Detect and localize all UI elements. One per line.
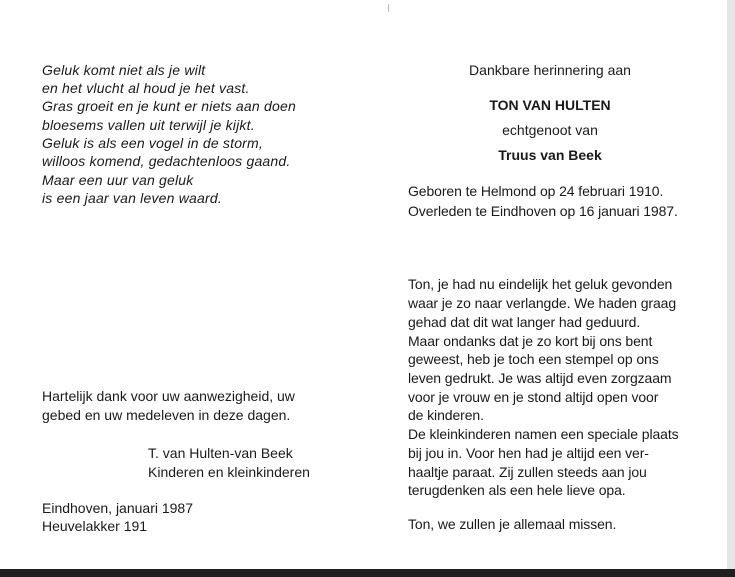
address-line: Heuvelakker 191 bbox=[42, 518, 148, 534]
tribute-line: Ton, je had nu eindelijk het geluk gevonden bbox=[408, 276, 673, 292]
death-line: Overleden te Eindhoven op 16 januari 1987. bbox=[408, 203, 678, 219]
scan-edge-bottom bbox=[0, 569, 735, 577]
spouse-name: Truus van Beek bbox=[498, 147, 602, 163]
poem-line: en het vlucht al houd je het vast. bbox=[42, 80, 250, 96]
poem-line: Maar een uur van geluk bbox=[42, 172, 194, 188]
thanks-line: Hartelijk dank voor uw aanwezigheid, uw bbox=[42, 388, 295, 404]
poem-line: Geluk is als een vogel in de storm, bbox=[42, 135, 263, 151]
tribute-line: waar je zo naar verlangde. We haden graag bbox=[408, 295, 677, 311]
tribute-line: leven gedrukt. Je was altijd even zorgzaam bbox=[408, 370, 672, 386]
poem-line: Gras groeit en je kunt er niets aan doen bbox=[42, 98, 296, 114]
intro-text: Dankbare herinnering aan bbox=[469, 62, 631, 78]
thanks-line: gebed en uw medeleven in deze dagen. bbox=[42, 407, 291, 423]
signature-line: T. van Hulten-van Beek bbox=[148, 445, 293, 461]
birth-line: Geboren te Helmond op 24 februari 1910. bbox=[408, 183, 664, 199]
poem-line: Geluk komt niet als je wilt bbox=[42, 62, 206, 78]
tribute-line: haaltje paraat. Zij zullen steeds aan jou bbox=[408, 464, 647, 480]
tribute-line: bij jou in. Voor hen had je altijd een ver- bbox=[408, 445, 649, 461]
tribute-line: Maar ondanks dat je zo kort bij ons bent bbox=[408, 333, 653, 349]
poem-line: willoos komend, gedachtenloos gaand. bbox=[42, 153, 291, 169]
fold-mark bbox=[388, 4, 389, 12]
poem-line: is een jaar van leven waard. bbox=[42, 190, 222, 206]
poem-line: bloesems vallen uit terwijl je kijkt. bbox=[42, 117, 255, 133]
closing-line: Ton, we zullen je allemaal missen. bbox=[408, 516, 617, 532]
deceased-name: TON VAN HULTEN bbox=[489, 97, 611, 113]
tribute-line: voor je vrouw en je stond altijd open voor bbox=[408, 389, 659, 405]
tribute-line: geweest, heb je toch een stempel op ons bbox=[408, 351, 659, 367]
tribute-line: terugdenken als een hele lieve opa. bbox=[408, 482, 626, 498]
tribute-line: De kleinkinderen namen een speciale plaats bbox=[408, 426, 679, 442]
tribute-line: gehad dat dit wat langer had geduurd. bbox=[408, 314, 641, 330]
signature-line: Kinderen en kleinkinderen bbox=[148, 464, 310, 480]
tribute-line: de kinderen. bbox=[408, 407, 484, 423]
scan-edge-right bbox=[727, 0, 735, 577]
relation-text: echtgenoot van bbox=[502, 122, 598, 138]
address-line: Eindhoven, januari 1987 bbox=[42, 500, 194, 516]
